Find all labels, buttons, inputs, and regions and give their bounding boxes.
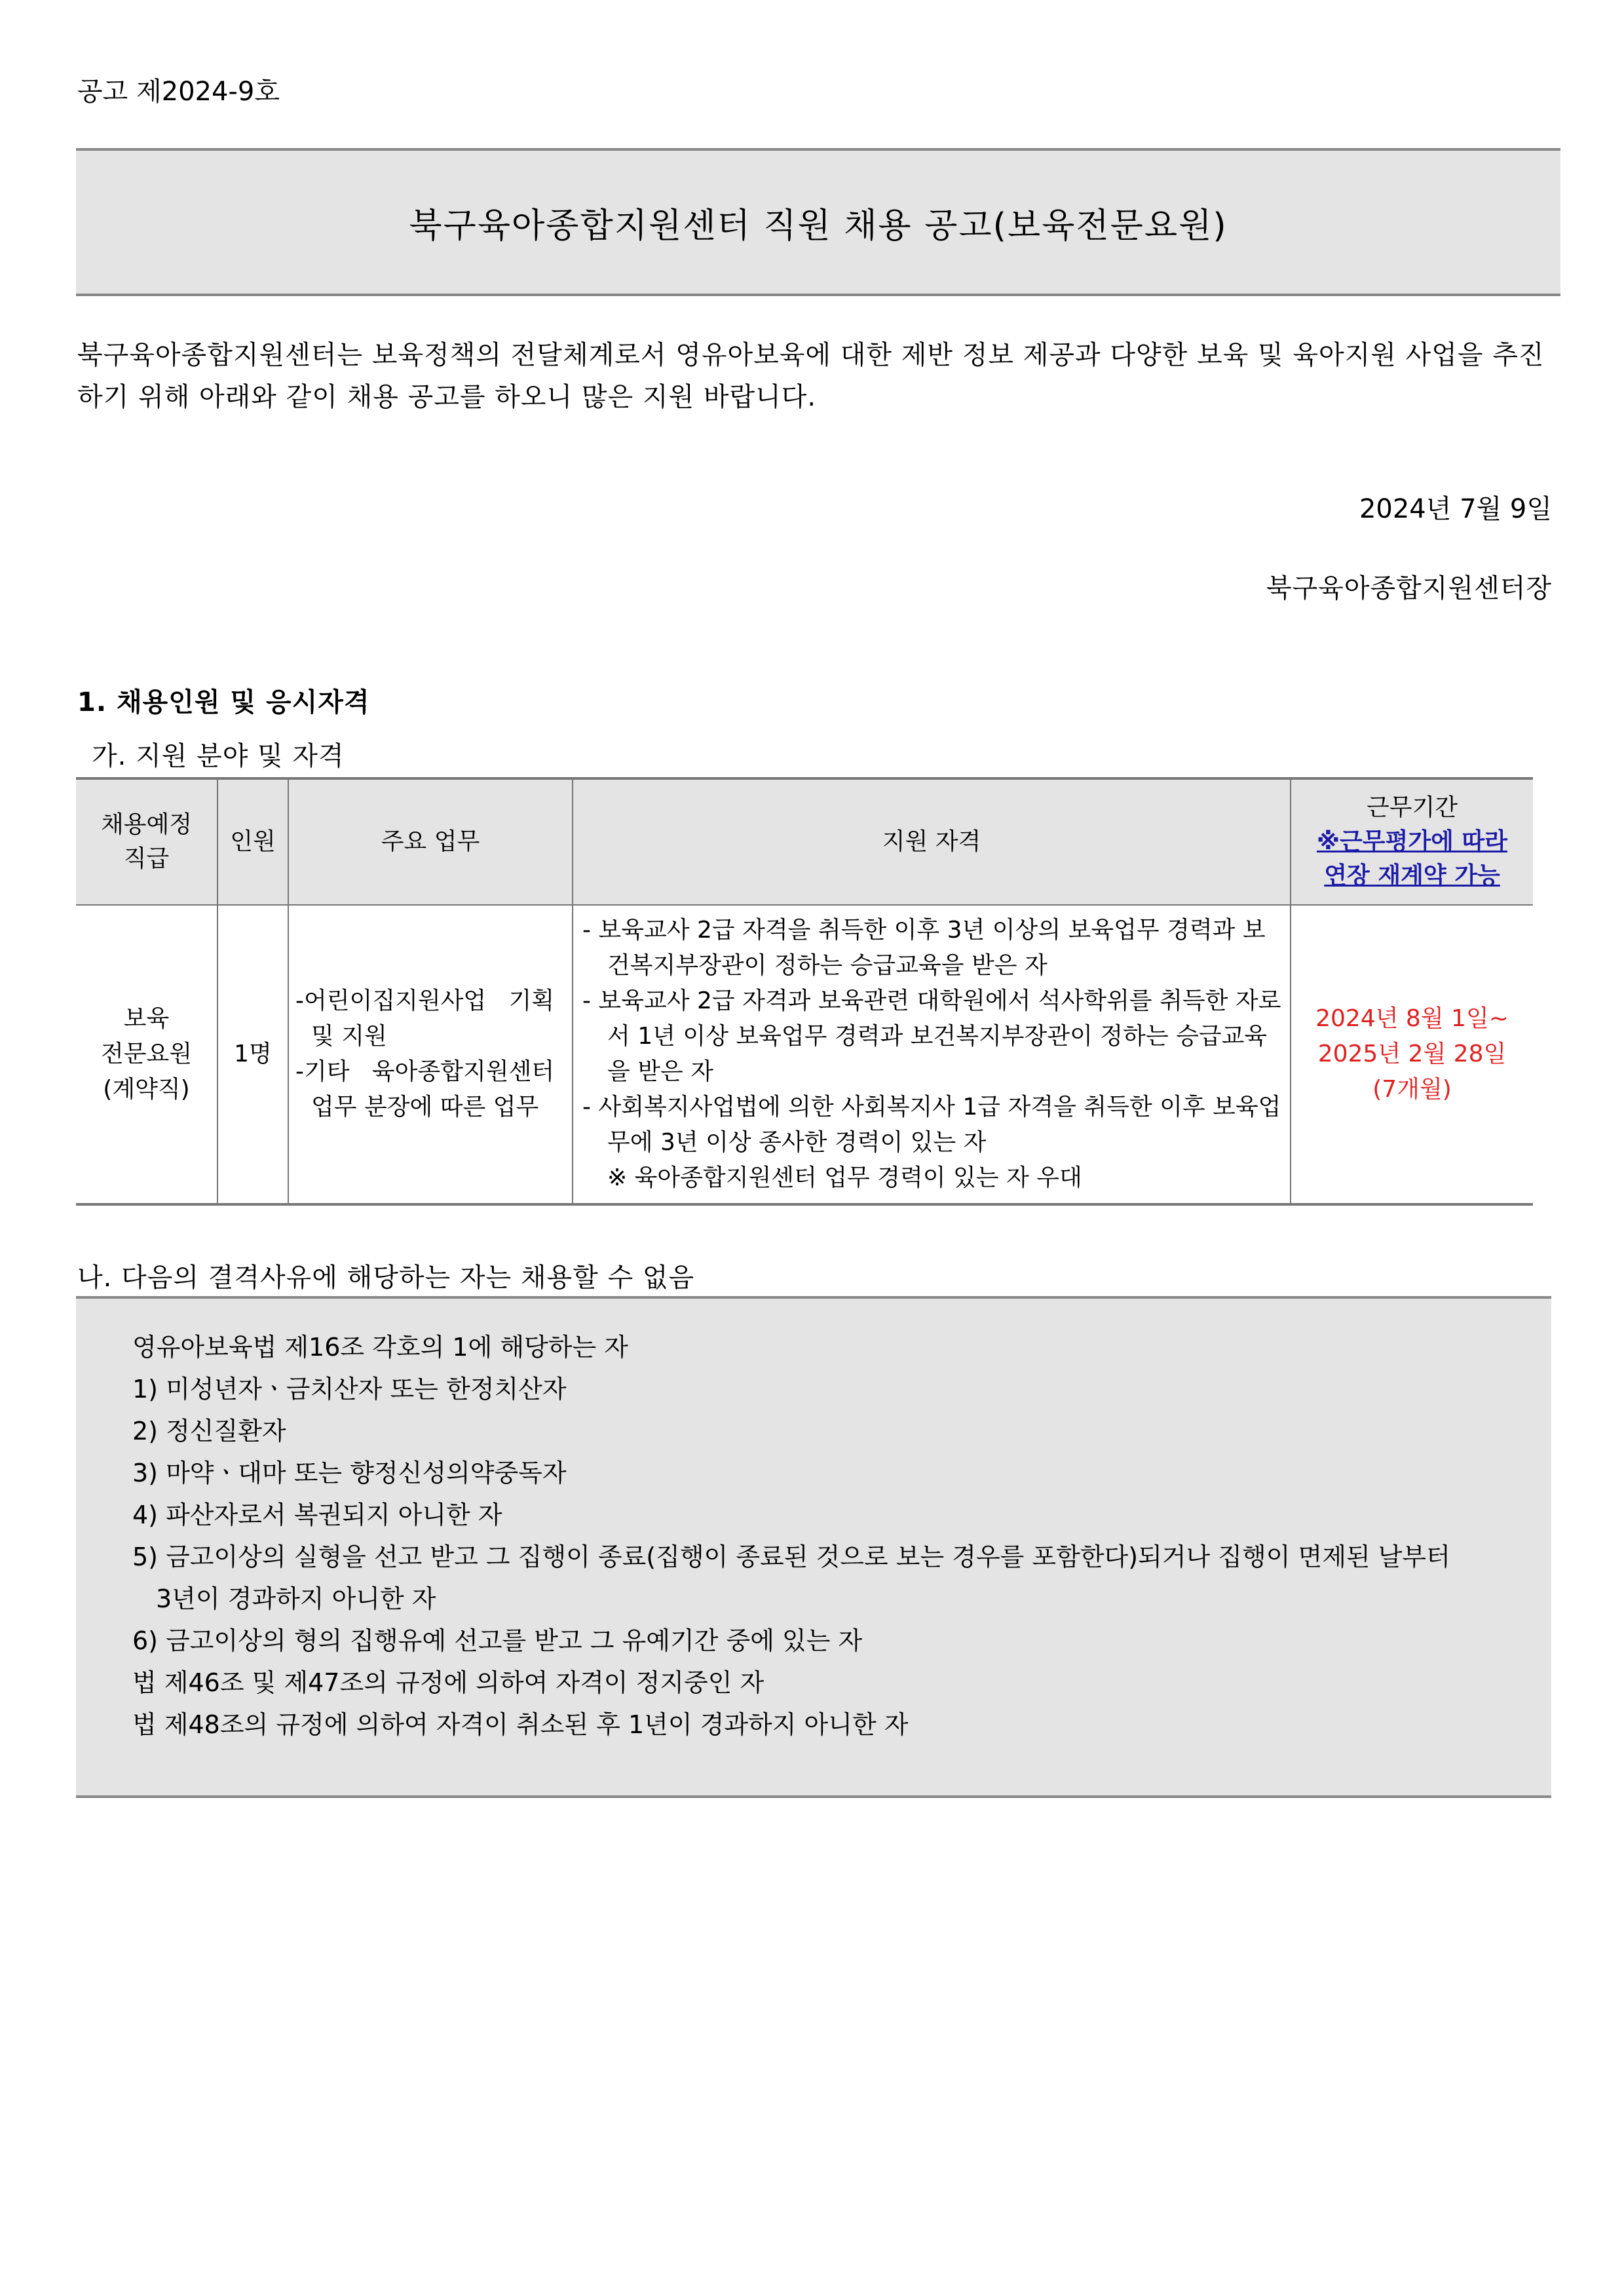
notice-date: 2024년 7월 9일 <box>1359 494 1552 524</box>
qualification-item: - 보육교사 2급 자격을 취득한 이후 3년 이상의 보육업무 경력과 보건복지부장관이 정하는 승급교육을 받은 자 <box>582 917 1266 979</box>
list-item: 6) 금고이상의 형의 집행유예 선고를 받고 그 유예기간 중에 있는 자 <box>132 1626 863 1655</box>
notice-number: 공고 제2024-9호 <box>77 77 280 107</box>
title-box <box>76 148 1560 296</box>
list-item: 5) 금고이상의 실형을 선고 받고 그 집행이 종료(집행이 종료된 것으로 보는 경우를 포함한다)되거나 집행이 면제된 날부터 <box>132 1542 1450 1571</box>
cell-position: 보육 전문요원 (계약직) <box>76 905 217 1204</box>
header-duties: 주요 업무 <box>288 778 573 905</box>
header-count: 인원 <box>217 778 288 905</box>
intro-paragraph: 북구육아종합지원센터는 보육정책의 전달체계로서 영유아보육에 대한 제반 정보 제공과 다양한 보육 및 육아지원 사업을 추진하기 위해 아래와 같이 채용 공고를 하오니 많은 지원 바랍니다. <box>77 340 1545 412</box>
period-note-link: ※근무평가에 따라 <box>1317 828 1507 855</box>
header-position: 채용예정 직급 <box>76 778 217 905</box>
list-item: 2) 정신질환자 <box>132 1417 286 1445</box>
list-item: 3) 마약ㆍ대마 또는 향정신성의약중독자 <box>132 1459 567 1487</box>
list-item: 1) 미성년자ㆍ금치산자 또는 한정치산자 <box>132 1375 567 1404</box>
table-header-row <box>76 778 1533 905</box>
cell-qualifications <box>573 905 1291 1204</box>
disqualification-box <box>76 1296 1551 1798</box>
qualification-note: ※ 육아종합지원센터 업무 경력이 있는 자 우대 <box>607 1164 1082 1191</box>
list-item: 4) 파산자로서 복권되지 아니한 자 <box>132 1501 502 1529</box>
law-item: 법 제46조 및 제47조의 규정에 의하여 자격이 정지중인 자 <box>132 1668 765 1697</box>
signer: 북구육아종합지원센터장 <box>1266 573 1552 603</box>
cell-count: 1명 <box>217 905 288 1204</box>
list-item-continuation: 3년이 경과하지 아니한 자 <box>156 1584 436 1613</box>
qualification-item: - 보육교사 2급 자격과 보육관련 대학원에서 석사학위를 취득한 자로서 1년 이상 보육업무 경력과 보건복지부장관이 정하는 승급교육을 받은 자 <box>582 987 1281 1085</box>
qualification-item: - 사회복지사업법에 의한 사회복지사 1급 자격을 취득한 이후 보육업무에 3년 이상 종사한 경력이 있는 자 <box>582 1094 1281 1156</box>
law-item: 법 제48조의 규정에 의하여 자격이 취소된 후 1년이 경과하지 아니한 자 <box>132 1710 909 1739</box>
section-1b-heading: 나. 다음의 결격사유에 해당하는 자는 채용할 수 없음 <box>77 1263 695 1293</box>
period-note-link-2: 연장 재계약 가능 <box>1324 862 1500 889</box>
page-title: 북구육아종합지원센터 직원 채용 공고(보육전문요원) <box>409 206 1228 246</box>
cell-duties: -어린이집지원사업 기획 및 지원 -기타 육아종합지원센터 업무 분장에 따른 업무 <box>288 905 573 1204</box>
section-1-heading: 1. 채용인원 및 응시자격 <box>77 687 370 718</box>
header-period: 근무기간 ※근무평가에 따라 연장 재계약 가능 <box>1291 778 1533 905</box>
cell-period: 2024년 8월 1일~ 2025년 2월 28일 (7개월) <box>1291 905 1533 1204</box>
table-row <box>76 905 1533 1204</box>
section-1a-heading: 가. 지원 분야 및 자격 <box>92 741 345 771</box>
recruitment-table <box>76 777 1533 1206</box>
disqualification-lead: 영유아보육법 제16조 각호의 1에 해당하는 자 <box>132 1333 628 1362</box>
header-qualifications: 지원 자격 <box>573 778 1291 905</box>
